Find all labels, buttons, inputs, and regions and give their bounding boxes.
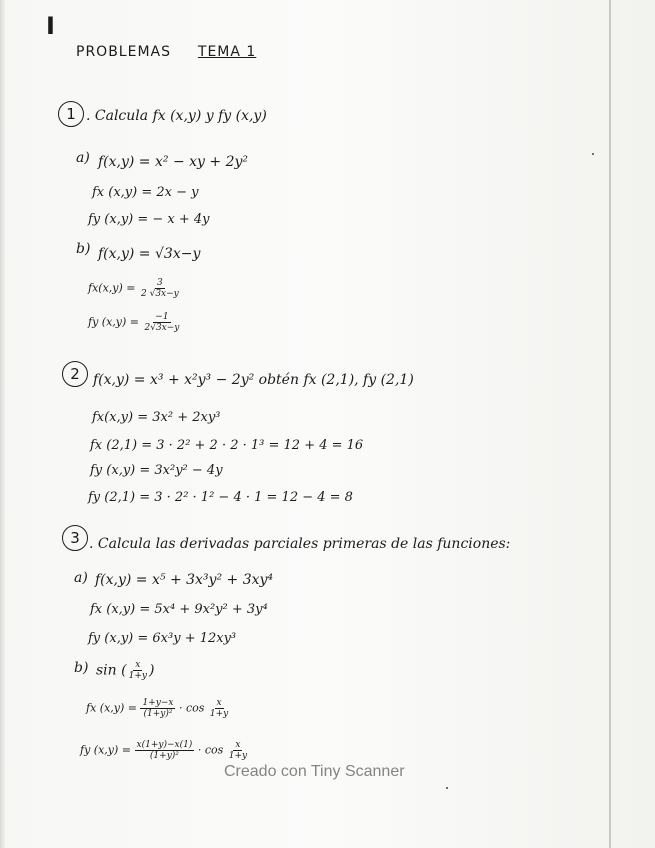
p1-a-label: a) bbox=[76, 150, 90, 166]
p2-fx: fx(x,y) = 3x² + 2xy³ bbox=[92, 410, 221, 425]
p3-b-fx-cos-fraction bbox=[208, 698, 230, 719]
problem-2-statement: f(x,y) = x³ + x²y³ − 2y² obtén fx (2,1), fy (2,1) bbox=[93, 372, 414, 388]
p3-a-fx: fx (x,y) = 5x⁴ + 9x²y² + 3y⁴ bbox=[90, 602, 268, 617]
title-right: TEMA 1 bbox=[197, 44, 257, 60]
problem-3-number: 3 bbox=[62, 525, 88, 551]
p3-a-fy: fy (x,y) = 6x³y + 12xy³ bbox=[88, 631, 237, 646]
p3-b-fy-left: fy (x,y) = bbox=[80, 743, 131, 757]
p3-a-label: a) bbox=[74, 570, 88, 586]
title-left: PROBLEMAS bbox=[76, 44, 171, 60]
page-title bbox=[76, 44, 256, 60]
p1-b-fx-fraction bbox=[139, 278, 181, 299]
p3-b-function-fraction bbox=[127, 660, 149, 681]
p3-b-fy bbox=[80, 740, 249, 761]
p3-b-fy-cos: · cos bbox=[197, 743, 224, 757]
p3-b-label: b) bbox=[74, 660, 89, 676]
scan-speck bbox=[592, 153, 594, 155]
p1-b-fx-left: fx(x,y) = bbox=[88, 281, 136, 295]
p1-b-fy bbox=[88, 312, 181, 333]
p3-b-function: sin ( $\frac{x}{1+y}$ ) bbox=[96, 660, 155, 681]
p1-b-function: f(x,y) = √3x−y bbox=[98, 246, 201, 262]
problem-1-statement: . Calcula fx (x,y) y fy (x,y) bbox=[86, 108, 267, 124]
p1-b-fy-left: fy (x,y) = bbox=[88, 315, 139, 329]
p1-b-fx bbox=[88, 278, 181, 299]
p3-b-function-numerator: x bbox=[135, 660, 141, 670]
p3-b-fy-cos-fraction bbox=[227, 740, 249, 761]
p1-a-function: f(x,y) = x² − xy + 2y² bbox=[98, 154, 248, 170]
p3-b-function-sin: sin bbox=[96, 662, 117, 679]
p2-fy: fy (x,y) = 3x²y² − 4y bbox=[90, 463, 223, 478]
p3-b-fx-cos-denominator: 1+y bbox=[209, 709, 229, 719]
problem-3-statement: . Calcula las derivadas parciales primeras de las funciones: bbox=[89, 536, 511, 552]
p1-a-fx: fx (x,y) = 2x − y bbox=[92, 185, 199, 200]
p1-b-fy-fraction bbox=[143, 312, 182, 333]
p1-b-label: b) bbox=[76, 241, 91, 257]
p3-b-fy-cos-denominator: 1+y bbox=[228, 751, 248, 761]
p1-b-fy-numerator: −1 bbox=[155, 312, 169, 322]
problem-1-number: 1 bbox=[58, 101, 84, 127]
p3-b-fx-cos: · cos bbox=[178, 701, 205, 715]
p3-b-fx-fraction bbox=[140, 698, 175, 719]
page-right-edge bbox=[609, 0, 611, 848]
p3-b-fy-denominator: (1+y)² bbox=[149, 751, 179, 761]
p3-a-function: f(x,y) = x⁵ + 3x³y² + 3xy⁴ bbox=[95, 572, 274, 588]
p3-b-fx-denominator: (1+y)² bbox=[143, 709, 173, 719]
p3-b-fy-numerator: x(1+y)−x(1) bbox=[136, 740, 193, 750]
p3-b-fx bbox=[86, 698, 230, 719]
p2-fy-evaluated: fy (2,1) = 3 · 2² · 1² − 4 · 1 = 12 − 4 = 8 bbox=[88, 490, 353, 505]
p1-b-fy-denominator: 2√3x−y bbox=[144, 323, 180, 333]
p3-b-fx-left: fx (x,y) = bbox=[86, 701, 137, 715]
p1-a-fy: fy (x,y) = − x + 4y bbox=[88, 212, 210, 227]
page-left-shadow bbox=[0, 0, 6, 848]
p1-b-fx-denominator: 2 √3x−y bbox=[141, 289, 179, 299]
p3-b-fy-fraction bbox=[135, 740, 195, 761]
p3-b-fy-cos-numerator: x bbox=[235, 740, 241, 750]
p2-fx-evaluated: fx (2,1) = 3 · 2² + 2 · 2 · 1³ = 12 + 4 = 16 bbox=[90, 438, 364, 453]
p3-b-fx-numerator: 1+y−x bbox=[142, 698, 174, 708]
problem-2-number: 2 bbox=[62, 361, 88, 387]
scan-speck bbox=[446, 787, 448, 789]
p3-b-function-denominator: 1+y bbox=[128, 671, 147, 681]
p3-b-fx-cos-numerator: x bbox=[216, 698, 222, 708]
p1-b-fx-numerator: 3 bbox=[157, 278, 163, 288]
roman-numeral: I bbox=[46, 12, 55, 40]
scanner-watermark: Creado con Tiny Scanner bbox=[224, 763, 405, 780]
